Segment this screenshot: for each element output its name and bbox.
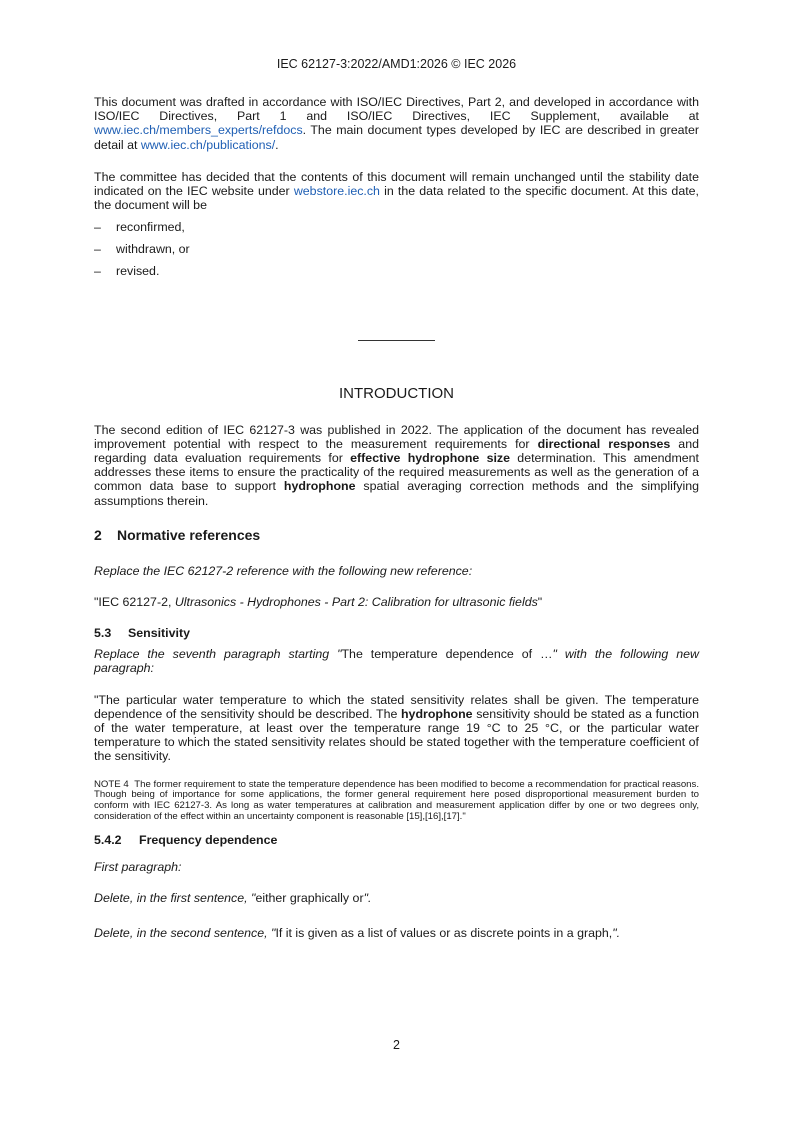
term-hydrophone: hydrophone [400, 706, 473, 721]
publications-link[interactable]: www.iec.ch/publications/ [140, 137, 276, 152]
text-run: determination. This amendment addresses these items to ensure the practicality of the required measurements as well as the generation of a common data base to support [94, 451, 699, 494]
section-2-instruction [94, 564, 699, 578]
section-title: Sensitivity [128, 626, 190, 641]
separator-line-wrap [94, 340, 699, 341]
quoted-text: The temperature dependence of … [341, 647, 553, 662]
reference-title: Ultrasonics - Hydrophones - Part 2: Calibration for ultrasonic fields [174, 595, 538, 610]
section-title: Normative references [117, 526, 261, 543]
section-5-3-new-paragraph [94, 693, 699, 764]
delete-instruction-2 [94, 926, 699, 940]
text-run: The committee has decided that the contents of this document will remain unchanged until the stability date indicated on the IEC website under [94, 169, 699, 199]
term-effective-hydrophone-size: effective hydrophone size [350, 451, 511, 466]
list-dash: – [94, 242, 101, 257]
first-paragraph-instruction [94, 860, 699, 874]
term-hydrophone: hydrophone [283, 479, 356, 494]
text-run: " [537, 595, 543, 610]
instruction-text: Delete, in the second sentence, " [94, 926, 276, 941]
quoted-text: either graphically or [255, 891, 364, 906]
text-run: This document was drafted in accordance with ISO/IEC Directives, Part 2, and developed in accordance with ISO/IEC Directives, Part 1 and ISO/IEC Directives, IEC Supplement, available at [94, 95, 699, 124]
separator-line [358, 340, 435, 341]
section-5-4-2-heading [94, 833, 699, 847]
foreword-paragraph-1 [94, 95, 699, 152]
text-run: . The main document types developed by IEC are described in greater detail at [94, 123, 699, 152]
text-run: "The particular water temperature to which the stated sensitivity relates shall be given. The temperature dependence of the sensitivity should be described. The [94, 692, 699, 721]
note-text: The former requirement to state the temperature dependence has been modified to become a recommendation for practical reasons. Though being of importance for some applications, the former general requirement here posed disproportional measurement burden to conform with IEC 62127-3. As long as water temperatures at calibration and measurement application differ by one or two degrees only, consideration of the effect within an uncertainty component is reasonable [15],[16],[17]." [94, 778, 699, 823]
list-item [94, 220, 699, 234]
instruction-text: First paragraph: [94, 859, 182, 874]
section-2-heading [94, 527, 699, 543]
list-item [94, 264, 699, 278]
page-number: 2 [393, 1038, 400, 1052]
introduction-paragraph [94, 423, 699, 508]
section-5-3-instruction [94, 647, 699, 675]
instruction-text: Delete, in the first sentence, " [94, 891, 256, 906]
text-run: in the data related to the specific document. At this date, the document will be [94, 184, 699, 213]
text-run: "IEC 62127-2, [94, 595, 175, 610]
section-number: 5.3 [94, 626, 112, 641]
list-item [94, 242, 699, 256]
stability-options-list [94, 220, 699, 278]
page-content [94, 95, 699, 940]
instruction-text: " with the following new paragraph: [94, 647, 699, 676]
text-run: The second edition of IEC 62127-3 was published in 2022. The application of the document has revealed improvement potential with respect to the measurement requirements for [94, 422, 699, 451]
term-directional-responses: directional responses [537, 436, 671, 451]
text-run: and regarding data evaluation requirements for [94, 436, 699, 466]
instruction-text: Replace the IEC 62127-2 reference with the following new reference: [94, 563, 473, 578]
list-item-text: revised. [116, 264, 160, 279]
note-4 [94, 780, 699, 823]
quoted-text: If it is given as a list of values or as discrete points in a graph, [275, 926, 613, 941]
text-run: . [275, 137, 279, 152]
list-dash: – [94, 264, 101, 279]
section-number: 2 [94, 526, 102, 543]
list-item-text: reconfirmed, [116, 220, 185, 235]
list-dash: – [94, 220, 101, 235]
text-run: sensitivity should be stated as a function of the water temperature, at least over the temperature range 19 °C to 25 °C, or the particular water temperature to which the stated sensitivity relates should be stated together with the temperature coefficient of the sensitivity. [94, 706, 700, 764]
list-item-text: withdrawn, or [116, 242, 190, 257]
foreword-paragraph-2 [94, 170, 699, 213]
refdocs-link[interactable]: www.iec.ch/members_experts/refdocs [94, 123, 303, 138]
normative-reference [94, 595, 699, 609]
section-number: 5.4.2 [94, 832, 122, 847]
section-5-3-heading [94, 626, 699, 640]
instruction-text: Replace the seventh paragraph starting " [94, 647, 342, 662]
note-label: NOTE 4 [94, 778, 129, 790]
text-run: spatial averaging correction methods and the simplifying assumptions therein. [94, 479, 700, 508]
instruction-text: ". [612, 926, 621, 941]
webstore-link[interactable]: webstore.iec.ch [293, 184, 380, 199]
section-title: Frequency dependence [139, 832, 278, 847]
introduction-title: INTRODUCTION [339, 384, 454, 402]
instruction-text: ". [363, 891, 372, 906]
delete-instruction-1 [94, 891, 699, 905]
page-header: IEC 62127-3:2022/AMD1:2026 © IEC 2026 [276, 57, 517, 71]
